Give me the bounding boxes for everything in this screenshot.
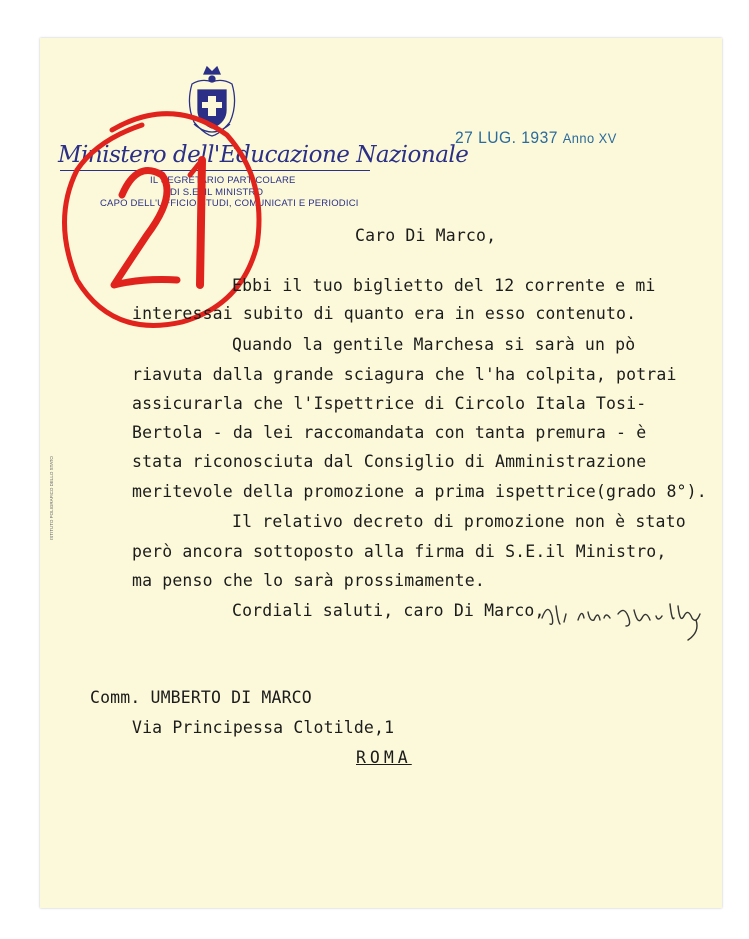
body-line-8: meritevole della promozione a prima ispettrice(grado 8°). [132, 482, 707, 501]
body-line-1: Ebbi il tuo biglietto del 12 corrente e mi [232, 276, 656, 295]
ministry-name: Ministero dell'Educazione Nazionale [58, 142, 469, 168]
addressee-city: ROMA [356, 748, 412, 767]
letterhead-subtitle-2: DI S.E. IL MINISTRO [170, 187, 264, 198]
date-stamp-date: 27 LUG. 1937 [455, 128, 558, 147]
addressee-name: Comm. UMBERTO DI MARCO [90, 688, 312, 707]
body-line-11: ma penso che lo sarà prossimamente. [132, 571, 485, 590]
body-line-4: riavuta dalla grande sciagura che l'ha colpita, potrai [132, 365, 677, 384]
closing-line: Cordiali saluti, caro Di Marco, [232, 601, 545, 620]
body-line-3: Quando la gentile Marchesa si sarà un pò [232, 335, 636, 354]
handwritten-signature [538, 596, 708, 644]
addressee-street: Via Principessa Clotilde,1 [132, 718, 395, 737]
date-stamp [455, 128, 617, 148]
date-stamp-era: Anno XV [562, 130, 617, 146]
body-line-5: assicurarla che l'Ispettrice di Circolo Itala Tosi- [132, 394, 647, 413]
body-line-9: Il relativo decreto di promozione non è stato [232, 512, 686, 531]
letterhead-subtitle-1: IL SEGRETARIO PARTICOLARE [150, 175, 296, 186]
salutation: Caro Di Marco, [355, 226, 497, 245]
body-line-10: però ancora sottoposto alla firma di S.E.il Ministro, [132, 542, 667, 561]
printer-note: ISTITUTO POLIGRAFICO DELLO STATO [49, 456, 54, 540]
body-line-2: interessai subito di quanto era in esso contenuto. [132, 304, 637, 323]
body-line-7: stata riconosciuta dal Consiglio di Amministrazione [132, 452, 647, 471]
body-line-6: Bertola - da lei raccomandata con tanta premura - è [132, 423, 647, 442]
letterhead-subtitle-3: CAPO DELL'UFFICIO STUDI, COMUNICATI E PERIODICI [100, 198, 359, 209]
